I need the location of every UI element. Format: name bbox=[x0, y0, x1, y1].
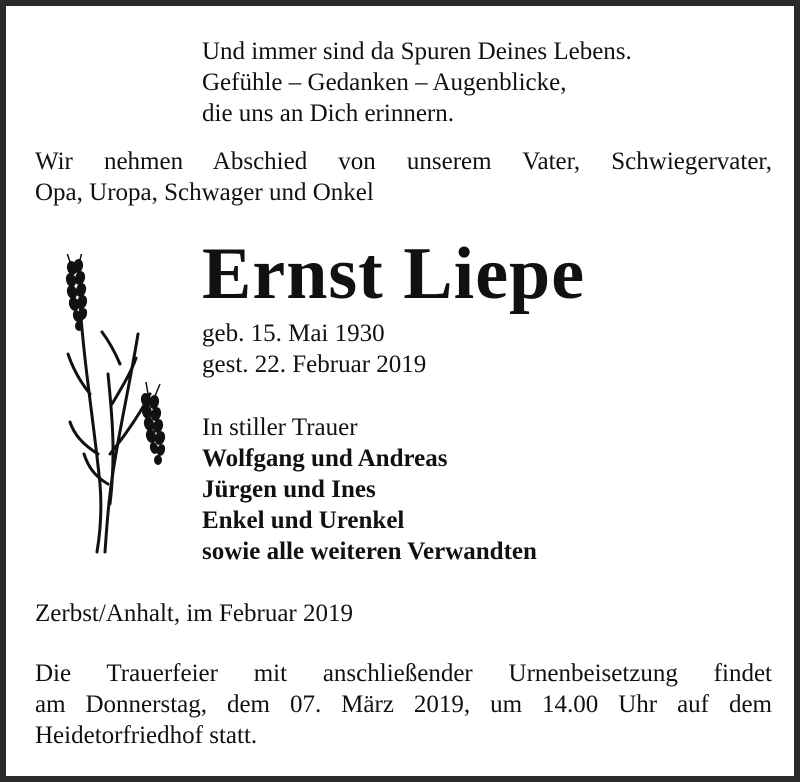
mourners-block bbox=[202, 412, 537, 567]
life-dates bbox=[202, 318, 426, 380]
mourners-heading: In stiller Trauer bbox=[202, 414, 358, 441]
service-line: am Donnerstag, dem 07. März 2019, um 14.00 Uhr auf dem bbox=[35, 691, 772, 718]
service-line: Die Trauerfeier mit anschließender Urnenbeisetzung findet bbox=[35, 660, 772, 687]
service-line: Heidetorfriedhof statt. bbox=[35, 722, 258, 749]
mourner-name: Enkel und Urenkel bbox=[202, 507, 405, 534]
obituary-notice bbox=[6, 6, 794, 776]
mourner-name: Wolfgang und Andreas bbox=[202, 445, 448, 472]
wheat-icon bbox=[50, 254, 180, 554]
place-date: Zerbst/Anhalt, im Februar 2019 bbox=[35, 600, 353, 627]
poem-line: Und immer sind da Spuren Deines Lebens. bbox=[202, 38, 632, 65]
birth-date: geb. 15. Mai 1930 bbox=[202, 320, 385, 347]
intro-line: Opa, Uropa, Schwager und Onkel bbox=[35, 179, 374, 206]
poem bbox=[202, 36, 632, 129]
poem-line: die uns an Dich erinnern. bbox=[202, 100, 455, 127]
intro-line: Wir nehmen Abschied von unserem Vater, Schwiegervater, bbox=[35, 148, 772, 175]
death-date: gest. 22. Februar 2019 bbox=[202, 351, 427, 378]
mourner-name: Jürgen und Ines bbox=[202, 476, 376, 503]
deceased-name: Ernst Liepe bbox=[202, 233, 586, 315]
intro-text bbox=[35, 146, 772, 208]
service-info bbox=[35, 658, 772, 751]
poem-line: Gefühle – Gedanken – Augenblicke, bbox=[202, 69, 567, 96]
mourner-name: sowie alle weiteren Verwandten bbox=[202, 538, 537, 565]
